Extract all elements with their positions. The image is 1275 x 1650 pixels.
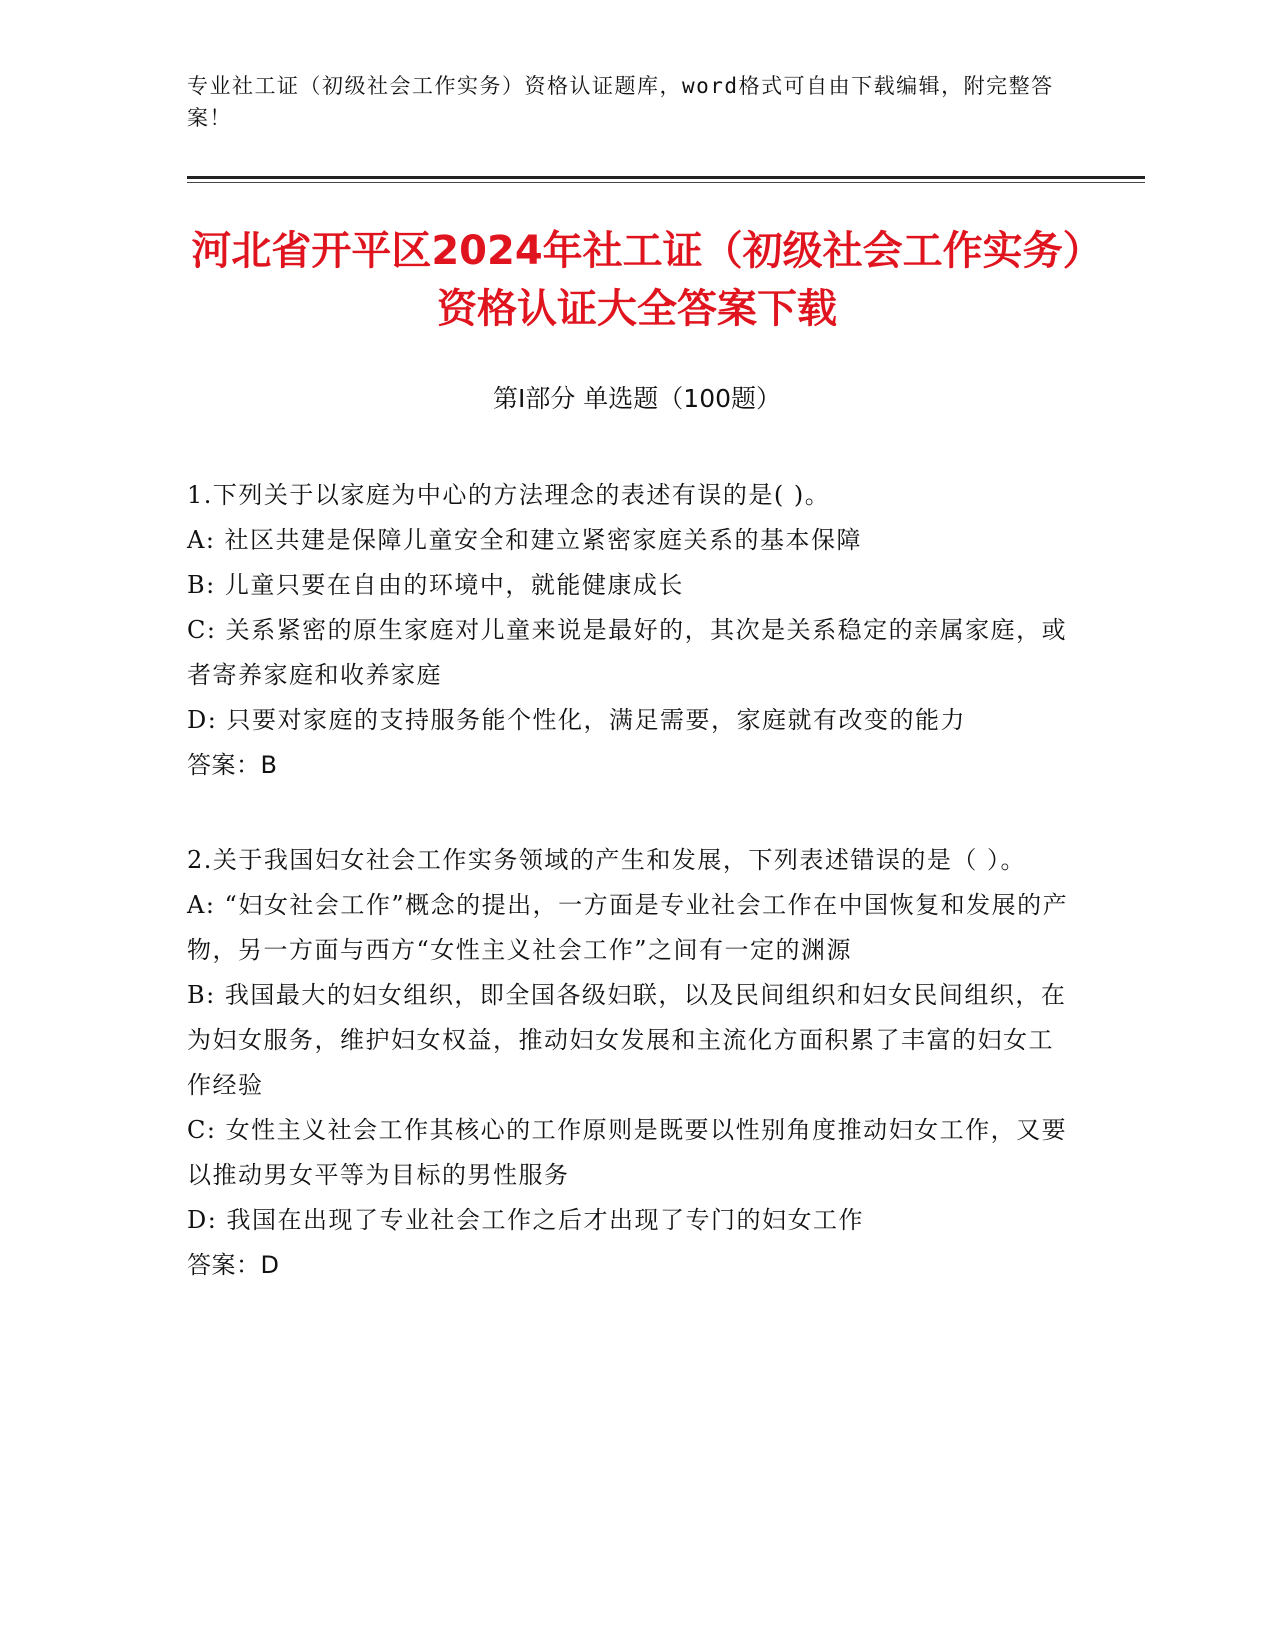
question-2 [187, 838, 1077, 1288]
option-d: D: 只要对家庭的支持服务能个性化，满足需要，家庭就有改变的能力 [187, 706, 966, 734]
section-title: 第Ⅰ部分 单选题（100题） [492, 384, 782, 413]
question-stem: 1.下列关于以家庭为中心的方法理念的表述有误的是( )。 [187, 481, 831, 509]
document-title: 河北省开平区2024年社工证（初级社会工作实务）资格认证大全答案下载 [191, 228, 1083, 332]
option-d: D: 我国在出现了专业社会工作之后才出现了专门的妇女工作 [187, 1206, 864, 1234]
question-stem: 2.关于我国妇女社会工作实务领域的产生和发展，下列表述错误的是（ ）。 [187, 846, 1027, 874]
option-b: B: 儿童只要在自由的环境中，就能健康成长 [187, 571, 684, 599]
answer-line: 答案：B [187, 751, 278, 779]
question-list [187, 473, 1077, 1338]
header-note: 专业社工证（初级社会工作实务）资格认证题库，word格式可自由下载编辑，附完整答案！ [187, 74, 1054, 130]
option-a: A: “妇女社会工作”概念的提出，一方面是专业社会工作在中国恢复和发展的产物，另一方面与西方“女性主义社会工作”之间有一定的渊源 [187, 891, 1069, 964]
answer-line: 答案：D [187, 1251, 280, 1279]
option-b: B: 我国最大的妇女组织，即全国各级妇联，以及民间组织和妇女民间组织，在为妇女服务，维护妇女权益，推动妇女发展和主流化方面积累了丰富的妇女工作经验 [187, 981, 1067, 1099]
header-divider-thin [187, 182, 1145, 183]
option-c: C: 关系紧密的原生家庭对儿童来说是最好的，其次是关系稳定的亲属家庭，或者寄养家庭和收养家庭 [187, 616, 1068, 689]
question-1 [187, 473, 1077, 788]
option-a: A: 社区共建是保障儿童安全和建立紧密家庭关系的基本保障 [187, 526, 863, 554]
option-c: C: 女性主义社会工作其核心的工作原则是既要以性别角度推动妇女工作，又要以推动男女平等为目标的男性服务 [187, 1116, 1068, 1189]
header-divider-thick [187, 176, 1145, 179]
